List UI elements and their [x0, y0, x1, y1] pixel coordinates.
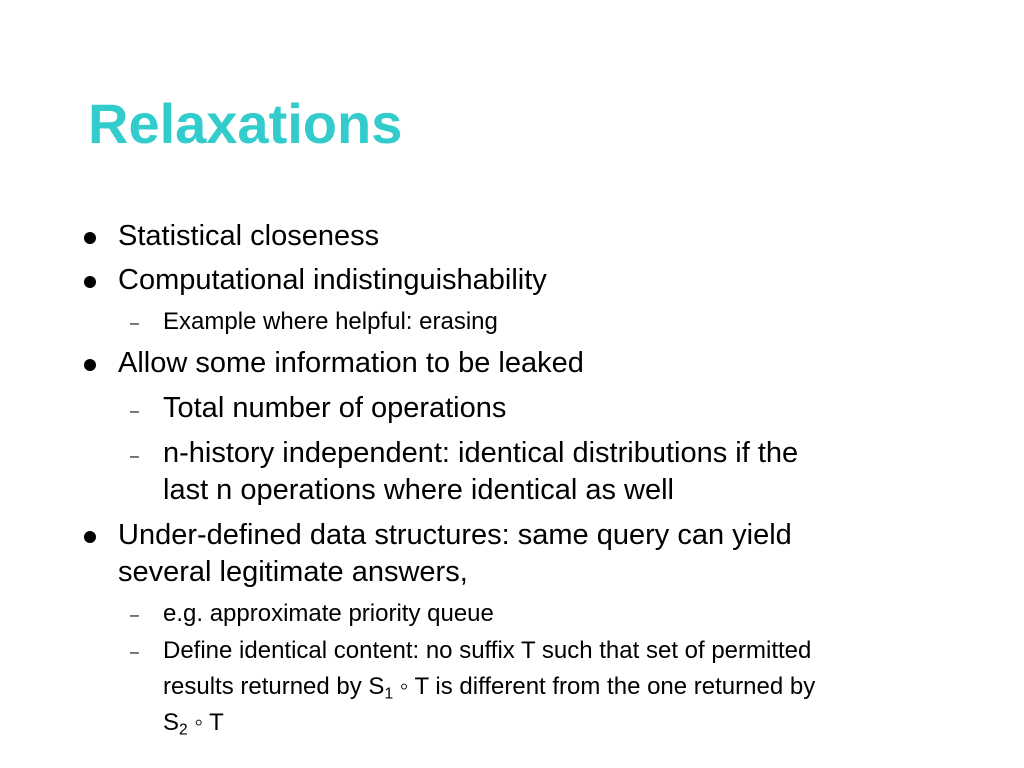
text-fragment: ◦ T [187, 709, 224, 736]
sub-bullet-text: Total number of operations [163, 392, 507, 424]
sub-bullet-text-line3 [163, 705, 815, 741]
bullet-dot [84, 531, 96, 543]
sub-bullet-dash: – [130, 644, 139, 661]
sub-bullet-dash: – [130, 403, 139, 420]
sub-bullet-dash: – [130, 448, 139, 465]
sub-bullet-item [163, 304, 498, 340]
subscript: 1 [384, 685, 394, 703]
text-fragment: S [163, 709, 180, 736]
sub-bullet-text-line1: Define identical content: no suffix T such that set of permitted [163, 637, 812, 664]
sub-bullet-text-line1: n-history independent: identical distributions if the [163, 437, 799, 469]
sub-bullet-item [163, 390, 506, 427]
sub-bullet-dash: – [130, 607, 139, 624]
sub-bullet-text: e.g. approximate priority queue [163, 600, 494, 627]
bullet-item [118, 517, 792, 591]
bullet-text: Allow some information to be leaked [118, 347, 584, 379]
bullet-dot [84, 359, 96, 371]
bullet-text-line1: Under-defined data structures: same query can yield [118, 519, 792, 551]
bullet-text: Computational indistinguishability [118, 264, 547, 296]
bullet-dot [84, 276, 96, 288]
sub-bullet-item [163, 435, 798, 509]
bullet-item [118, 262, 547, 299]
sub-bullet-text: Example where helpful: erasing [163, 308, 498, 335]
subscript: 2 [179, 721, 188, 739]
bullet-text-line2: several legitimate answers, [118, 556, 468, 588]
sub-bullet-item [163, 633, 815, 741]
bullet-text: Statistical closeness [118, 220, 380, 252]
slide-title: Relaxations [88, 92, 403, 155]
bullet-dot [84, 232, 96, 244]
text-fragment: ◦ T is different from the one returned by [393, 673, 816, 700]
text-fragment: results returned by S [163, 673, 385, 700]
bullet-item [118, 345, 584, 382]
bullet-item [118, 218, 379, 255]
sub-bullet-item [163, 596, 494, 632]
sub-bullet-dash: – [130, 315, 139, 332]
sub-bullet-text-line2 [163, 669, 815, 705]
sub-bullet-text-line2: last n operations where identical as well [163, 474, 674, 506]
